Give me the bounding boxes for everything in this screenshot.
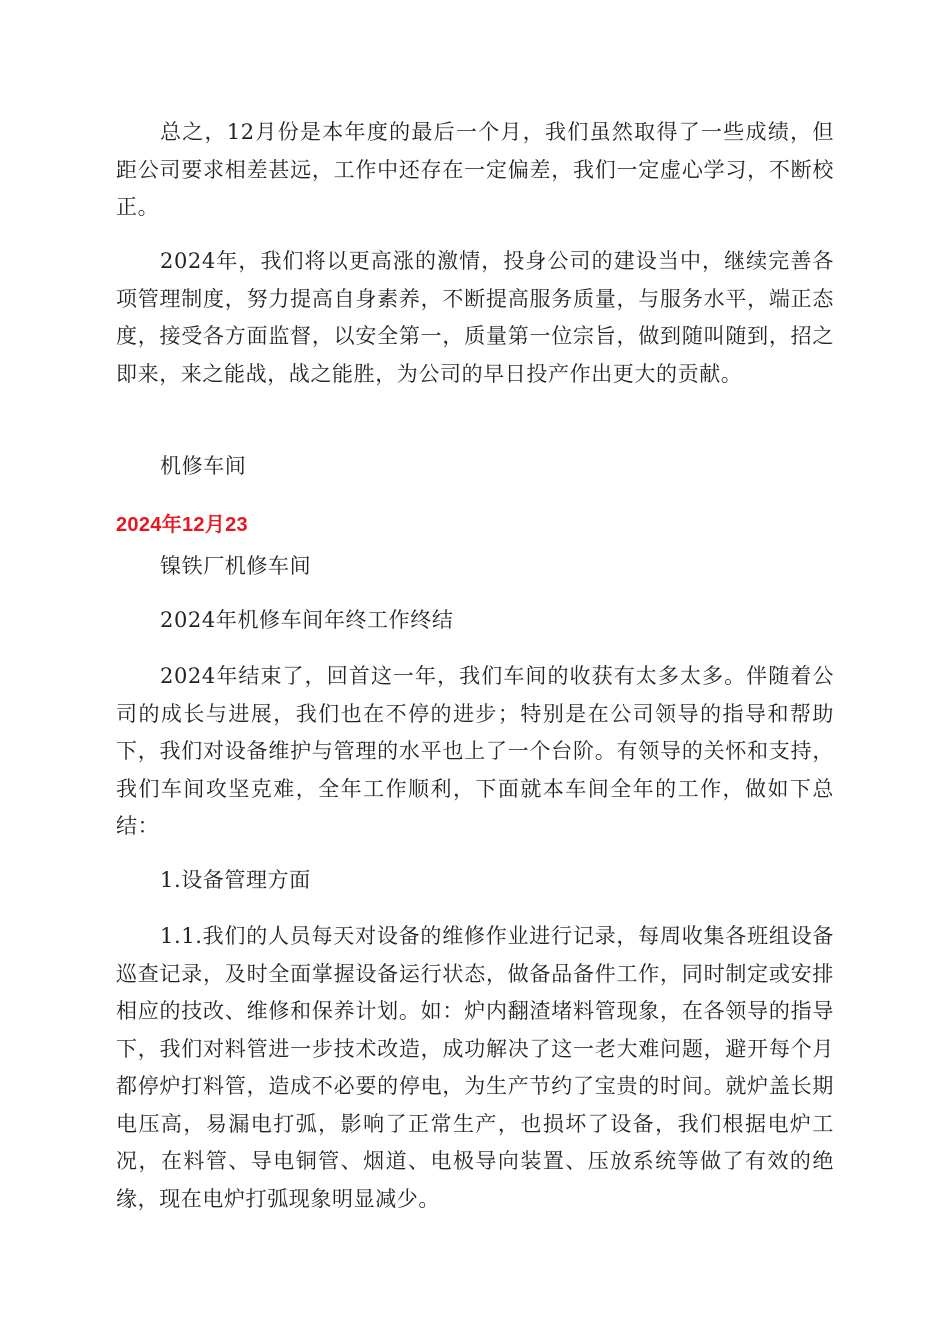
date-heading: 2024年12月23: [116, 514, 248, 536]
paragraph-plan-2024: 2024年，我们将以更高涨的激情，投身公司的建设当中，继续完善各项管理制度，努力提高自身素养，不断提高服务质量，与服务水平，端正态度，接受各方面监督，以安全第一，质量第一位宗旨，做到随叫随到，招之即来，来之能战，战之能胜，为公司的早日投产作出更大的贡献。: [116, 249, 834, 386]
paragraph-factory-name: 镍铁厂机修车间: [160, 554, 312, 578]
paragraph-intro: 2024年结束了，回首这一年，我们车间的收获有太多太多。伴随着公司的成长与进展，我们也在不停的进步；特别是在公司领导的指导和帮助下，我们对设备维护与管理的水平也上了一个台阶。有领导的关怀和支持，我们车间攻坚克难，全年工作顺利，下面就本车间全年的工作，做如下总结：: [116, 664, 834, 838]
paragraph-equipment-detail: 1.1.我们的人员每天对设备的维修作业进行记录，每周收集各班组设备巡查记录，及时全面掌握设备运行状态，做备品备件工作，同时制定或安排相应的技改、维修和保养计划。如：炉内翻渣堵料管现象，在各领导的指导下，我们对料管进一步技术改造，成功解决了这一老大难问题，避开每个月都停炉打料管，造成不必要的停电，为生产节约了宝贵的时间。就炉盖长期电压高，易漏电打弧，影响了正常生产，也损坏了设备，我们根据电炉工况，在料管、导电铜管、烟道、电极导向装置、压放系统等做了有效的绝缘，现在电炉打弧现象明显减少。: [116, 924, 834, 1211]
paragraph-summary: 总之，12月份是本年度的最后一个月，我们虽然取得了一些成绩，但距公司要求相差甚远，工作中还存在一定偏差，我们一定虚心学习，不断校正。: [116, 120, 834, 219]
paragraph-signature-workshop: 机修车间: [160, 454, 247, 478]
section-heading-equipment: 1.设备管理方面: [160, 868, 311, 892]
paragraph-report-title: 2024年机修车间年终工作终结: [160, 608, 454, 632]
